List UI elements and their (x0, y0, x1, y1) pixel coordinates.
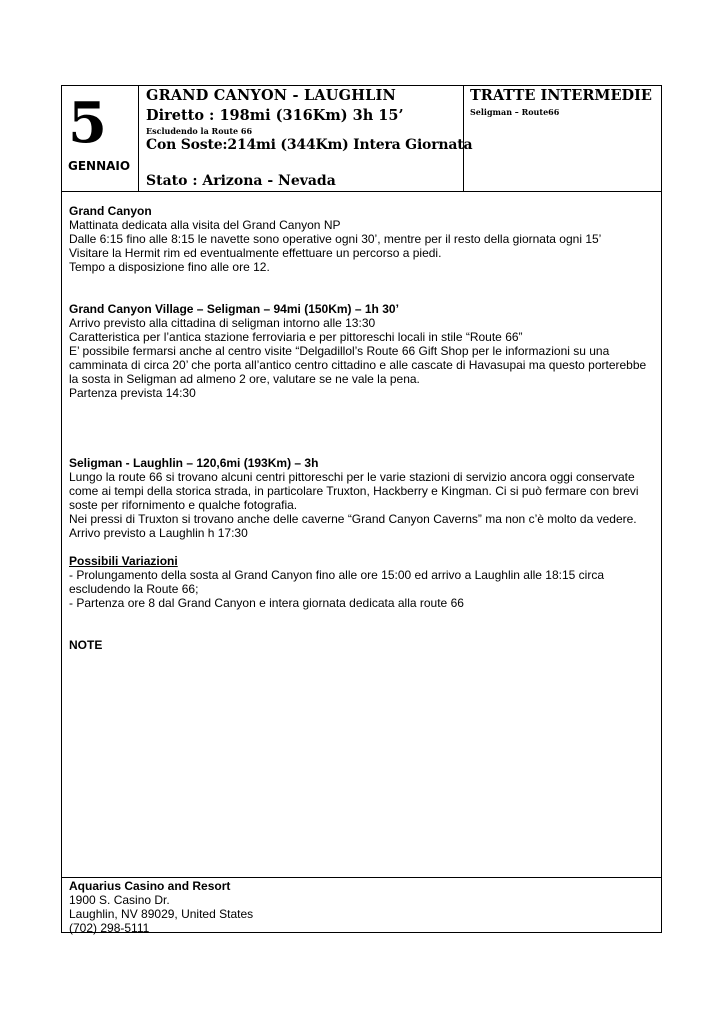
variation-line: - Prolungamento della sosta al Grand Canyon fino alle ore 15:00 ed arrivo a Laughlin alle 18:15 circa (69, 568, 604, 582)
variations-heading: Possibili Variazioni (69, 554, 178, 568)
day-header (62, 86, 661, 192)
section-heading: Seligman - Laughlin – 120,6mi (193Km) – 3h (69, 456, 319, 470)
route-summary-cell (138, 86, 473, 191)
section-line: come ai tempi della storica strada, in particolare Truxton, Hackberry e Kingman. Ci si può fermare con brevi (69, 484, 639, 498)
excluding-note: Escludendo la Route 66 (146, 126, 253, 136)
hotel-phone: (702) 298-5111 (69, 921, 150, 935)
section-line: Lungo la route 66 si trovano alcuni centri pittoreschi per le varie stazioni di servizio ancora oggi conservate (69, 470, 635, 484)
with-stops-distance: Con Soste:214mi (344Km) Intera Giornata (146, 137, 473, 153)
section-line: Nei pressi di Truxton si trovano anche delle caverne “Grand Canyon Caverns” ma non c’è molto da vedere. (69, 512, 637, 526)
section-line: Arrivo previsto alla cittadina di seligman intorno alle 13:30 (69, 316, 376, 330)
day-cell (62, 86, 139, 191)
section-line: Mattinata dedicata alla visita del Grand Canyon NP (69, 218, 341, 232)
day-number: 5 (68, 90, 107, 156)
variation-line: - Partenza ore 8 dal Grand Canyon e intera giornata dedicata alla route 66 (69, 596, 464, 610)
section-line: camminata di circa 20’ che porta all’antico centro cittadino e alle cascate di Havasupai ma questo porterebbe (69, 358, 647, 372)
section-heading: Grand Canyon (69, 204, 152, 218)
state-label: Stato : Arizona - Nevada (146, 173, 336, 189)
section-line: soste per rifornimento e qualche fotografia. (69, 498, 298, 512)
hotel-footer (62, 877, 661, 934)
notes-heading: NOTE (69, 638, 103, 652)
route-title: GRAND CANYON - LAUGHLIN (146, 87, 396, 104)
section-line: Partenza prevista 14:30 (69, 386, 196, 400)
section-line: Arrivo previsto a Laughlin h 17:30 (69, 526, 248, 540)
variation-line: escludendo la Route 66; (69, 582, 199, 596)
section-line: la sosta in Seligman ad almeno 2 ore, valutare se ne vale la pena. (69, 372, 420, 386)
hotel-name: Aquarius Casino and Resort (69, 879, 231, 893)
section-heading: Grand Canyon Village – Seligman – 94mi (150Km) – 1h 30’ (69, 302, 399, 316)
intermediate-cell (464, 86, 661, 191)
itinerary-page (61, 85, 662, 933)
section-line: Dalle 6:15 fino alle 8:15 le navette sono operative ogni 30’, mentre per il resto della giornata ogni 15’ (69, 232, 602, 246)
hotel-address-line2: Laughlin, NV 89029, United States (69, 907, 254, 921)
section-line: Caratteristica per l’antica stazione ferroviaria e per pittoreschi locali in stile “Route 66” (69, 330, 523, 344)
itinerary-body (69, 204, 659, 652)
day-month: GENNAIO (68, 159, 131, 173)
section-line: E’ possibile fermarsi anche al centro visite “Delgadillol’s Route 66 Gift Shop per le informazioni su una (69, 344, 610, 358)
section-line: Tempo a disposizione fino alle ore 12. (69, 260, 270, 274)
section-line: Visitare la Hermit rim ed eventualmente effettuare un percorso a piedi. (69, 246, 442, 260)
intermediate-route: Seligman – Route66 (470, 107, 560, 117)
hotel-address-line1: 1900 S. Casino Dr. (69, 893, 170, 907)
direct-distance: Diretto : 198mi (316Km) 3h 15’ (146, 107, 404, 124)
intermediate-title: TRATTE INTERMEDIE (470, 87, 652, 104)
